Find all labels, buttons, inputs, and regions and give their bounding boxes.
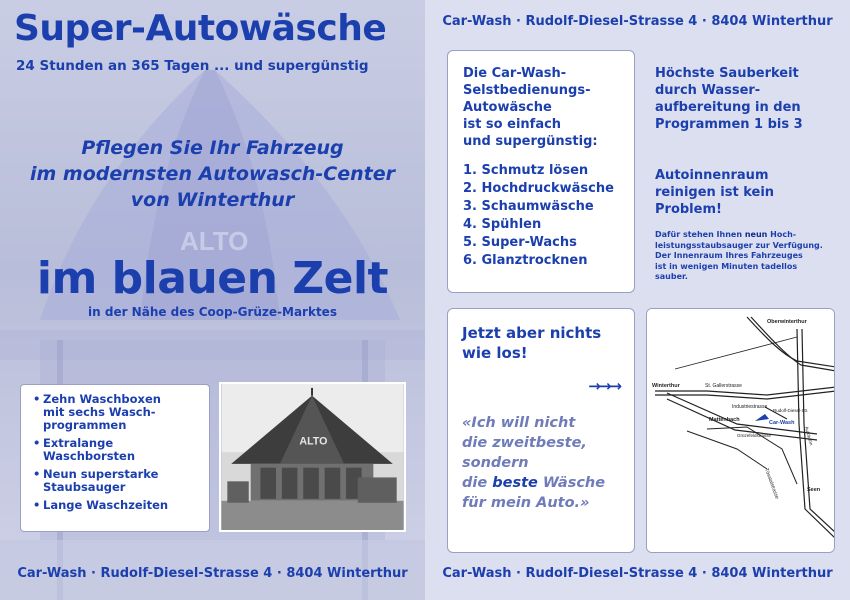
features-list bbox=[33, 393, 199, 512]
svg-text:Grüzefeldstrasse: Grüzefeldstrasse bbox=[737, 433, 772, 438]
headline bbox=[0, 135, 425, 213]
svg-text:Winterthur: Winterthur bbox=[652, 383, 680, 389]
arrows-icon: →→→ bbox=[588, 377, 620, 395]
program-item: 6. Glanztrocknen bbox=[463, 253, 588, 268]
emphasis-word: neun bbox=[744, 230, 768, 239]
svg-text:Industriestrasse: Industriestrasse bbox=[732, 404, 768, 410]
program-item: 2. Hochdruckwäsche bbox=[463, 181, 614, 196]
headline-line: von Winterthur bbox=[130, 189, 295, 211]
svg-text:Oberwinterthur: Oberwinterthur bbox=[767, 319, 807, 325]
cleanliness-text: Höchste Sauberkeit durch Wasser- aufbereitung in den Programmen 1 bis 3 bbox=[655, 66, 803, 132]
address-footer-right: Car-Wash · Rudolf-Diesel-Strasse 4 · 8404 Winterthur bbox=[442, 566, 833, 581]
car-wash-photo bbox=[219, 382, 406, 532]
right-panel bbox=[425, 0, 850, 600]
feature-item: • Lange Waschzeiten bbox=[33, 499, 199, 512]
feature-item: • Neun superstarke Staubsauger bbox=[33, 468, 199, 494]
program-item: 1. Schmutz lösen bbox=[463, 163, 589, 178]
programs-list bbox=[463, 162, 622, 270]
interior-note: Dafür stehen Ihnen neun Hoch- leistungsstaubsauger zur Verfügung. Der Innenraum Ihres Fahrzeuges ist in wenigen Minuten tadellos sauber. bbox=[655, 230, 823, 281]
big-slogan: im blauen Zelt bbox=[36, 253, 389, 304]
interior-heading: Autoinnenraum reinigen ist kein Problem! bbox=[655, 168, 775, 217]
subtitle: 24 Stunden an 365 Tagen ... und supergünstig bbox=[16, 58, 369, 74]
headline-line: Pflegen Sie Ihr Fahrzeug bbox=[81, 137, 344, 159]
location-map bbox=[646, 308, 835, 553]
program-item: 3. Schaumwäsche bbox=[463, 199, 594, 214]
features-box bbox=[20, 384, 210, 532]
svg-text:ALTO: ALTO bbox=[180, 226, 249, 256]
call-to-action: Jetzt aber nichts wie los! bbox=[462, 324, 602, 362]
svg-text:Car-Wash: Car-Wash bbox=[769, 420, 795, 426]
customer-quote: «Ich will nicht die zweitbeste, sondern die beste Wäsche für mein Auto.» bbox=[462, 415, 606, 511]
address-header: Car-Wash · Rudolf-Diesel-Strasse 4 · 8404 Winterthur bbox=[442, 14, 833, 29]
programs-intro: Die Car-Wash- Selstbedienungs- Autowäsche ist so einfach und supergünstig: bbox=[463, 66, 598, 149]
program-item: 4. Spühlen bbox=[463, 217, 542, 232]
programs-box bbox=[447, 50, 635, 293]
quote-emphasis: beste bbox=[492, 475, 538, 491]
map-drawing bbox=[647, 309, 835, 553]
address-footer-left: Car-Wash · Rudolf-Diesel-Strasse 4 · 8404 Winterthur bbox=[17, 566, 408, 581]
svg-text:Rudolf-Diesel-Str.: Rudolf-Diesel-Str. bbox=[773, 408, 809, 413]
headline-line: im modernsten Autowasch-Center bbox=[30, 163, 395, 185]
svg-text:St. Gallerstrasse: St. Gallerstrasse bbox=[705, 383, 742, 389]
feature-item: • Extralange Waschborsten bbox=[33, 437, 199, 463]
svg-text:Autobahn: Autobahn bbox=[804, 425, 814, 446]
location-note: in der Nähe des Coop-Grüze-Marktes bbox=[88, 305, 337, 319]
quote-box bbox=[447, 308, 635, 553]
program-item: 5. Super-Wachs bbox=[463, 235, 577, 250]
page-title: Super-Autowäsche bbox=[14, 8, 387, 49]
svg-text:Tösstalstrasse: Tösstalstrasse bbox=[763, 467, 780, 500]
svg-text:Mattenbach: Mattenbach bbox=[709, 417, 740, 423]
svg-text:ALTO: ALTO bbox=[299, 435, 328, 448]
svg-text:Seen: Seen bbox=[807, 487, 821, 493]
feature-item: • Zehn Waschboxen mit sechs Wasch- programmen bbox=[33, 393, 199, 432]
